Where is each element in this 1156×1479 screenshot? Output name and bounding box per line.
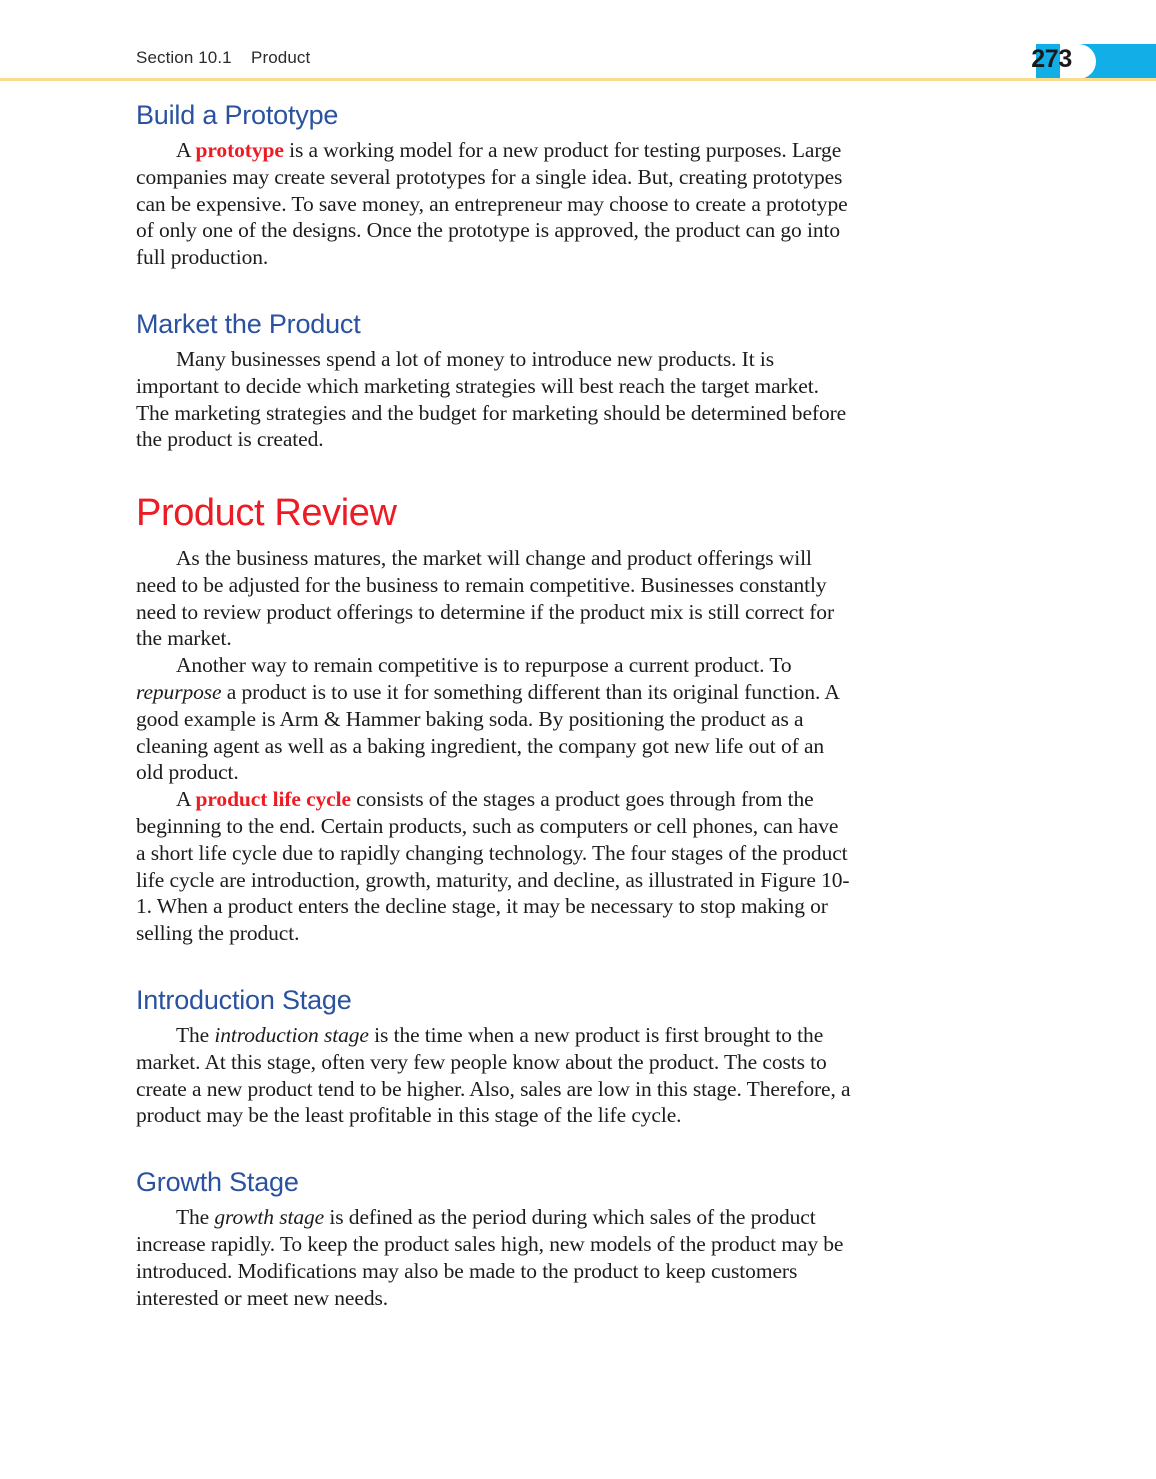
paragraph (136, 1204, 852, 1311)
header-divider (0, 78, 1156, 81)
italic-term: introduction stage (214, 1023, 369, 1048)
page-header (0, 0, 1156, 80)
text-run: a product is to use it for something different than its original function. A good example is Arm & Hammer baking soda. By positioning the product as a cleaning agent as well as a baking ingredient, the company got new life out of an old product. (136, 680, 839, 785)
paragraph (136, 346, 852, 453)
text-run: The (176, 1205, 215, 1230)
key-term: product life cycle (195, 787, 351, 812)
paragraph (136, 137, 852, 271)
text-run: The (176, 1023, 215, 1048)
italic-term: repurpose (136, 680, 222, 705)
text-run: A (176, 787, 196, 812)
text-run: Another way to remain competitive is to repurpose a current product. To (176, 653, 792, 678)
page-number: 273 (1031, 45, 1072, 73)
running-head: Section 10.1 Product (136, 48, 311, 67)
paragraph (136, 786, 852, 947)
paragraph (136, 1022, 852, 1129)
heading-growth-stage: Growth Stage (136, 1167, 299, 1198)
key-term: prototype (195, 138, 284, 163)
heading-build-a-prototype: Build a Prototype (136, 100, 339, 130)
paragraph (136, 545, 852, 652)
heading-market-the-product: Market the Product (136, 309, 361, 340)
text-run: consists of the stages a product goes through from the beginning to the end. Certain products, such as computers or cell phones, can have a short life cycle due to rapidly changing technology. The four stages of the product life cycle are introduction, growth, maturity, and decline, as illustrated in Figure 10-1. When a product enters the decline stage, it may be necessary to stop making or selling the product. (136, 787, 850, 946)
text-run: is the time when a new product is first brought to the market. At this stage, often very few people know about the product. The costs to create a new product tend to be higher. Also, sales are low in this stage. Therefore, a product may be the least profitable in this stage of the life cycle. (136, 1023, 851, 1128)
text-run: is a working model for a new product for testing purposes. Large companies may create several prototypes for a single idea. But, creating prototypes can be expensive. To save money, an entrepreneur may choose to create a prototype of only one of the designs. Once the prototype is approved, the product can go into full production. (136, 138, 848, 270)
heading-product-review: Product Review (136, 492, 397, 535)
content-column (136, 100, 852, 1311)
italic-term: growth stage (214, 1205, 325, 1230)
heading-introduction-stage: Introduction Stage (136, 985, 352, 1016)
text-run: A (176, 138, 196, 163)
text-run: As the business matures, the market will change and product offerings will need to be adjusted for the business to remain competitive. Businesses constantly need to review product offerings to determine if the product mix is still correct for the market. (136, 546, 834, 651)
text-run: Many businesses spend a lot of money to introduce new products. It is important to decide which marketing strategies will best reach the target market. The marketing strategies and the budget for marketing should be determined before the product is created. (136, 347, 847, 452)
paragraph (136, 652, 852, 786)
text-run: is defined as the period during which sales of the product increase rapidly. To keep the product sales high, new models of the product may be introduced. Modifications may also be made to the product to keep customers interested or meet new needs. (136, 1205, 844, 1310)
